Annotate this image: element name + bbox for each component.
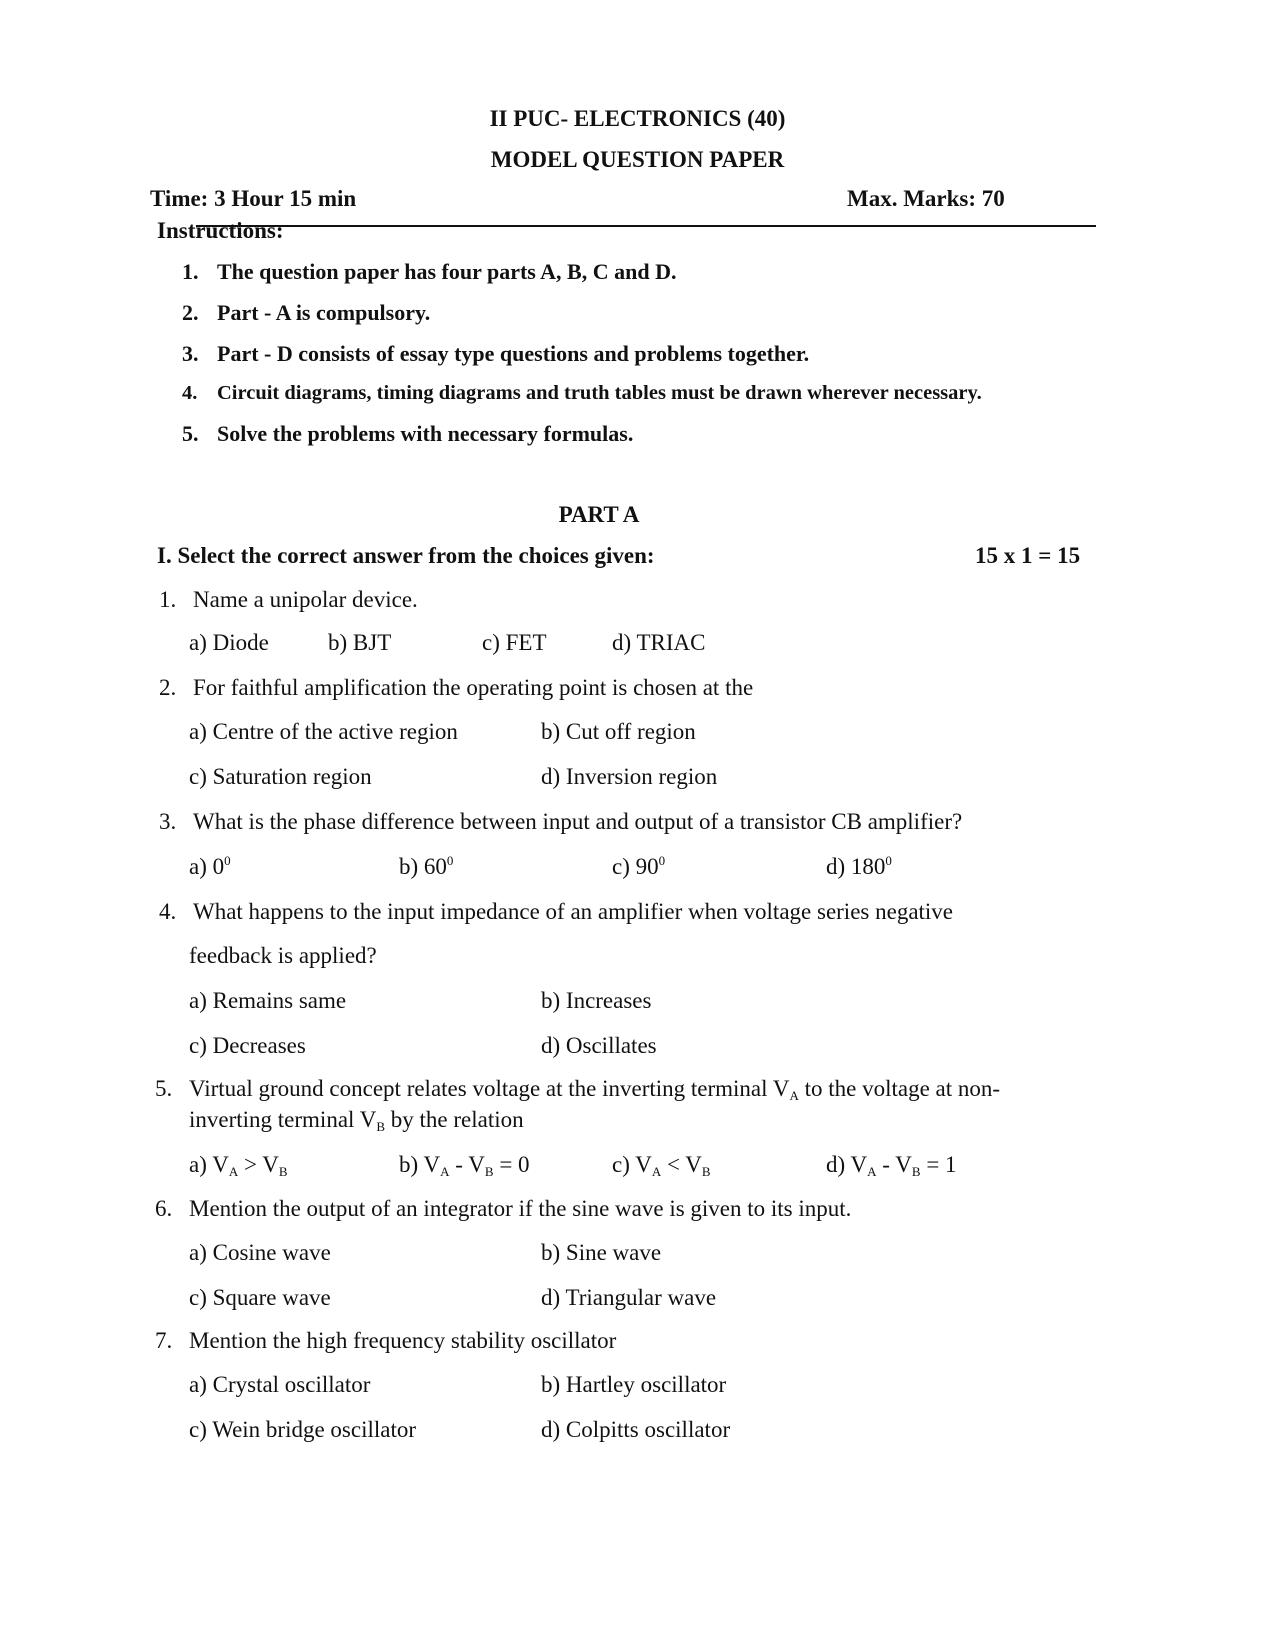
question-text: Mention the output of an integrator if the sine wave is given to its input. xyxy=(189,1196,852,1221)
part-a-title: PART A xyxy=(558,502,640,527)
option: a) Remains same xyxy=(189,988,347,1013)
instruction-item xyxy=(182,259,676,285)
option: d) Oscillates xyxy=(541,1033,657,1058)
instruction-number: 4. xyxy=(182,382,198,404)
instruction-text: Solve the problems with necessary formulas. xyxy=(217,421,634,446)
question-7 xyxy=(155,1328,616,1354)
instruction-number: 3. xyxy=(182,341,199,366)
option: d) TRIAC xyxy=(612,630,706,655)
option: c) $90^0$ xyxy=(612,853,666,879)
option: a) Centre of the active region xyxy=(189,719,458,744)
option: d) Colpitts oscillator xyxy=(541,1417,731,1442)
option: d) Inversion region xyxy=(541,764,718,789)
question-1 xyxy=(159,587,418,613)
option: b) $V_A - V_B = 0$ xyxy=(399,1152,530,1179)
question-number: 4. xyxy=(159,899,177,924)
option: c) FET xyxy=(482,630,547,655)
option: a) Cosine wave xyxy=(189,1240,331,1265)
question-number: 7. xyxy=(155,1328,173,1353)
question-6 xyxy=(155,1196,851,1222)
instruction-item xyxy=(182,300,430,326)
option: c) $V_A < V_B$ xyxy=(612,1152,711,1179)
question-text: What happens to the input impedance of an amplifier when voltage series negative xyxy=(193,899,954,924)
question-number: 3. xyxy=(159,809,177,834)
option: c) Wein bridge oscillator xyxy=(189,1417,417,1442)
option: a) $V_A > V_B$ xyxy=(189,1152,288,1179)
instruction-text: Circuit diagrams, timing diagrams and truth tables must be drawn wherever necessary. xyxy=(217,382,982,404)
instruction-text: Part - D consists of essay type questions and problems together. xyxy=(217,341,810,366)
question-text-continued: inverting terminal $V_B$ by the relation xyxy=(189,1107,524,1134)
option: d) Triangular wave xyxy=(541,1285,717,1310)
header-divider xyxy=(196,225,1096,227)
instruction-item xyxy=(182,341,809,367)
option: b) BJT xyxy=(328,630,392,655)
paper-title: II PUC- ELECTRONICS (40) xyxy=(489,106,786,131)
max-marks-label: Max. Marks: 70 xyxy=(847,186,1005,211)
question-text: Name a unipolar device. xyxy=(193,587,418,612)
instructions-label: Instructions: xyxy=(157,218,284,243)
instruction-number: 2. xyxy=(182,300,199,325)
option: a) Crystal oscillator xyxy=(189,1372,371,1397)
question-number: 1. xyxy=(159,587,177,612)
option: b) $60^0$ xyxy=(399,853,454,879)
question-4 xyxy=(159,899,953,925)
question-text: Mention the high frequency stability oscillator xyxy=(189,1328,617,1353)
question-number: 5. xyxy=(155,1076,173,1101)
option: c) Square wave xyxy=(189,1285,331,1310)
option: b) Cut off region xyxy=(541,719,696,744)
instruction-item xyxy=(182,421,633,447)
question-text-continued: feedback is applied? xyxy=(189,943,377,968)
question-text: For faithful amplification the operating point is chosen at the xyxy=(193,675,754,700)
option: b) Sine wave xyxy=(541,1240,662,1265)
instruction-text: The question paper has four parts A, B, C and D. xyxy=(217,259,677,284)
option: a) $0^0$ xyxy=(189,853,231,879)
question-3 xyxy=(159,809,962,835)
section-heading: I. Select the correct answer from the choices given: xyxy=(157,543,655,568)
instruction-number: 5. xyxy=(182,421,199,446)
time-label: Time: 3 Hour 15 min xyxy=(150,186,357,211)
option: d) $V_A - V_B = 1$ xyxy=(826,1152,957,1179)
question-2 xyxy=(159,675,753,701)
option: b) Increases xyxy=(541,988,652,1013)
instruction-number: 1. xyxy=(182,259,199,284)
question-number: 2. xyxy=(159,675,177,700)
paper-subtitle: MODEL QUESTION PAPER xyxy=(490,147,785,172)
option: b) Hartley oscillator xyxy=(541,1372,727,1397)
question-text: What is the phase difference between input and output of a transistor CB amplifier? xyxy=(193,809,963,834)
option: a) Diode xyxy=(189,630,269,655)
instruction-item xyxy=(182,382,982,405)
option: d) $180^0$ xyxy=(826,853,892,879)
section-marks: 15 x 1 = 15 xyxy=(975,543,1081,568)
question-5: 5. Virtual ground concept relates voltage at the inverting terminal $V_A$ to the voltage at non- xyxy=(155,1076,1001,1103)
question-number: 6. xyxy=(155,1196,173,1221)
option: c) Saturation region xyxy=(189,764,372,789)
option: c) Decreases xyxy=(189,1033,306,1058)
instruction-text: Part - A is compulsory. xyxy=(217,300,431,325)
